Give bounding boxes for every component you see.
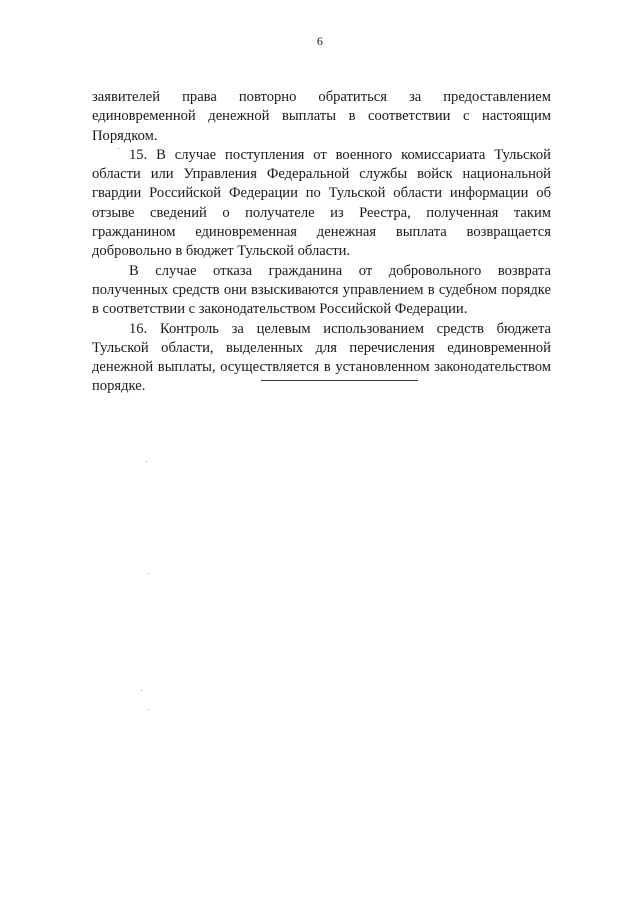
scan-speck bbox=[148, 573, 149, 574]
scan-speck bbox=[146, 461, 147, 462]
paragraph-continuation: заявителей права повторно обратиться за предоставлением единовременной денежной выплаты в соответствии с настоящим Порядком. bbox=[92, 89, 551, 144]
closing-rule bbox=[261, 380, 418, 381]
paragraph-clause-15: 15. В случае поступления от военного комиссариата Тульской области или Управления Федеральной службы войск национальной гвардии Российской Федерации по Тульской области информации об отзыве сведений о получателе из Реестра, полученная таким гражданином единовременная денежная выплата возвращается добровольно в бюджет Тульской области. bbox=[92, 146, 551, 260]
page-number: 6 bbox=[316, 34, 324, 48]
scan-speck bbox=[148, 709, 149, 710]
scan-speck bbox=[118, 148, 119, 149]
document-body bbox=[92, 88, 551, 397]
paragraph-refusal-recovery: В случае отказа гражданина от добровольного возврата полученных средств они взыскиваются управлением в судебном порядке в соответствии с законодательством Российской Федерации. bbox=[92, 262, 551, 318]
paragraph-clause-16: 16. Контроль за целевым использованием средств бюджета Тульской области, выделенных для перечисления единовременной денежной выплаты, осуществляется в установленном законодательством порядке. bbox=[92, 320, 551, 395]
scan-speck bbox=[141, 690, 142, 691]
